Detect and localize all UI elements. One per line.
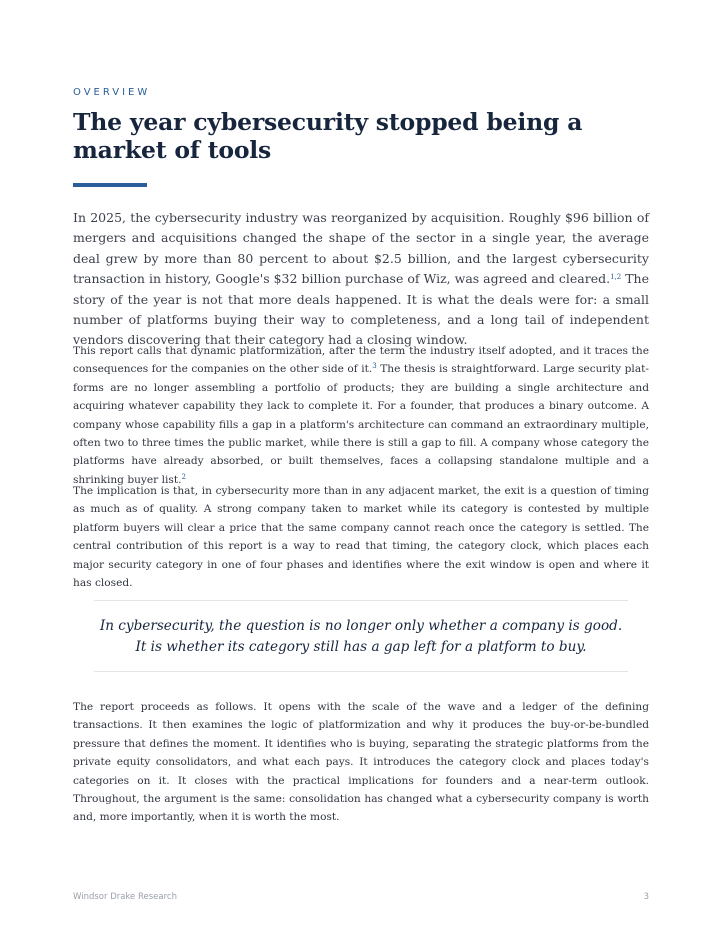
paragraph-text: The thesis is straightforward. Large security platforms are no longer assembling a portfolio of products; they are building a single architecture and acquiring whatever capability they lack to complete it. For a founder, that produces a binary outcome. A company whose capability fills a gap in a platform's architecture can command an extraordinary multiple, often two to three times the public market, while there is still a gap to fill. A company whose category the platforms have already absorbed, or built themselves, faces a collapsing standalone multiple and a shrinking buyer list. [73, 363, 649, 486]
body-paragraph-implication: The implication is that, in cybersecurity more than in any adjacent market, the exit is a question of timing as much as of quality. A strong company taken to market while its category is contested by multiple platform buyers will clear a price that the same company cannot reach once the category is settled. The central contribution of this report is a way to read that timing, the category clock, which places each major security category in one of four phases and identifies where the exit window is open and where it has closed. [73, 485, 649, 590]
lead-text: In 2025, the cybersecurity industry was reorganized by acquisition. Roughly $96 billion of mergers and acquisitions changed the shape of the sector in a single year, the average deal grew by more than 80 percent to about $2.5 billion, and the largest cybersecurity transaction in history, Google's $32 billion purchase of Wiz, was agreed and cleared. [73, 210, 649, 287]
pull-quote [94, 600, 628, 672]
footnote-ref[interactable]: 2 [181, 472, 186, 481]
footnote-ref[interactable]: 3 [372, 362, 377, 371]
lead-text-continued: The story of the year is not that more deals happened. It is what the deals were for: a small number of platforms buying their way to completeness, and a long tail of independent vendors discovering that their category had a closing window. [73, 271, 649, 348]
pull-quote-text: In cybersecurity, the question is no longer only whether a company is good. It is whether its category still has a gap left for a platform to buy. [99, 618, 623, 655]
page-title: The year cybersecurity stopped being a market of tools [73, 108, 583, 164]
title-accent-rule [73, 183, 147, 187]
body-paragraph-thesis [73, 342, 649, 489]
paragraph-text: This report calls that dynamic platformization, after the term the industry itself adopted, and it traces the consequences for the companies on the other side of it. [73, 345, 649, 376]
lead-paragraph [73, 208, 649, 351]
body-paragraph-roadmap: The report proceeds as follows. It opens with the scale of the wave and a ledger of the defining transactions. It then examines the logic of platformization and why it produces the buy-or-be-bundled pressure that defines the moment. It identifies who is buying, separating the strategic platforms from the private equity consolidators, and what each pays. It introduces the category clock and places today's categories on it. It closes with the practical implications for founders and a near-term outlook. Throughout, the argument is the same: consolidation has changed what a cybersecurity company is worth and, more importantly, when it is worth the most. [73, 701, 649, 824]
section-eyebrow: OVERVIEW [73, 87, 151, 98]
footnote-ref[interactable]: 1,2 [610, 273, 622, 282]
footer-publisher: Windsor Drake Research [73, 892, 177, 902]
footer-page-number: 3 [643, 892, 649, 902]
